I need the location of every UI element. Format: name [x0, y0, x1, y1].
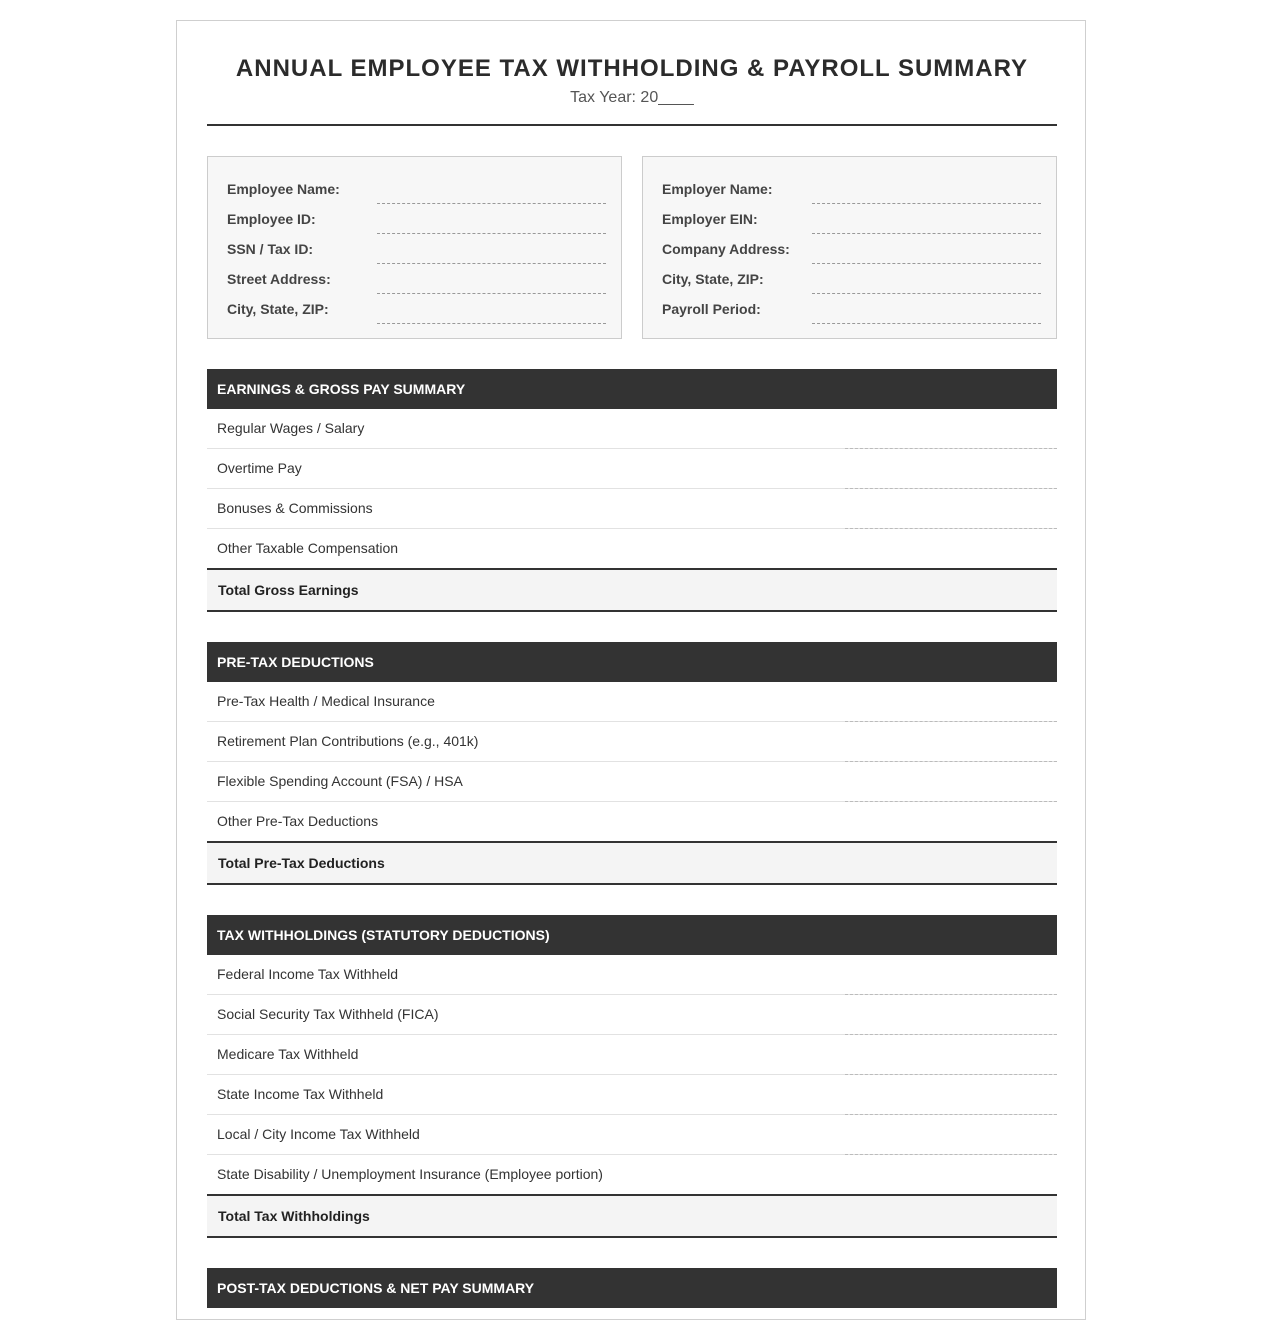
- table-row: [207, 762, 1057, 802]
- employee-city-row: [227, 294, 606, 324]
- employer-info-box: [642, 156, 1057, 339]
- total-row: Total Gross Earnings: [207, 568, 1057, 612]
- table-row: [207, 1035, 1057, 1075]
- payroll-period-row: [662, 294, 1041, 324]
- row-label: State Disability / Unemployment Insurance (Employee portion): [217, 1166, 603, 1182]
- section-heading: PRE-TAX DEDUCTIONS: [207, 642, 1057, 682]
- employee-info-box: [207, 156, 622, 339]
- section-heading: TAX WITHHOLDINGS (STATUTORY DEDUCTIONS): [207, 915, 1057, 955]
- payroll-period-field[interactable]: [812, 301, 1041, 324]
- street-address-row: [227, 264, 606, 294]
- row-label: Pre-Tax Health / Medical Insurance: [217, 693, 435, 709]
- employee-id-field[interactable]: [377, 211, 606, 234]
- table-row: [207, 995, 1057, 1035]
- field-label: City, State, ZIP:: [227, 301, 329, 317]
- section-heading: EARNINGS & GROSS PAY SUMMARY: [207, 369, 1057, 409]
- row-label: Overtime Pay: [217, 460, 302, 476]
- table-row: [207, 489, 1057, 529]
- earnings-section: [207, 369, 1057, 612]
- pre-tax-section: [207, 642, 1057, 885]
- row-label: Regular Wages / Salary: [217, 420, 365, 436]
- tax-withholdings-section: [207, 915, 1057, 1238]
- row-label: Social Security Tax Withheld (FICA): [217, 1006, 439, 1022]
- employer-ein-field[interactable]: [812, 211, 1041, 234]
- employee-name-field[interactable]: [377, 181, 606, 204]
- table-row: [207, 802, 1057, 841]
- employer-city-field[interactable]: [812, 271, 1041, 294]
- employee-city-field[interactable]: [377, 301, 606, 324]
- employer-ein-row: [662, 204, 1041, 234]
- header-divider: [207, 124, 1057, 126]
- table-row: [207, 682, 1057, 722]
- employee-name-row: [227, 174, 606, 204]
- row-label: Federal Income Tax Withheld: [217, 966, 399, 982]
- field-label: City, State, ZIP:: [662, 271, 764, 287]
- total-row: Total Tax Withholdings: [207, 1194, 1057, 1238]
- street-address-field[interactable]: [377, 271, 606, 294]
- field-label: Payroll Period:: [662, 301, 761, 317]
- company-address-field[interactable]: [812, 241, 1041, 264]
- employee-id-row: [227, 204, 606, 234]
- table-row: [207, 529, 1057, 568]
- employer-name-field[interactable]: [812, 181, 1041, 204]
- table-row: [207, 722, 1057, 762]
- ssn-row: [227, 234, 606, 264]
- row-label: Local / City Income Tax Withheld: [217, 1126, 420, 1142]
- employer-city-row: [662, 264, 1041, 294]
- total-row: Total Pre-Tax Deductions: [207, 841, 1057, 885]
- field-label: Street Address:: [227, 271, 331, 287]
- row-label: Bonuses & Commissions: [217, 500, 373, 516]
- field-label: SSN / Tax ID:: [227, 241, 314, 257]
- field-label: Company Address:: [662, 241, 790, 257]
- field-label: Employer EIN:: [662, 211, 758, 227]
- info-grid: [207, 156, 1057, 339]
- post-tax-section: [207, 1268, 1057, 1308]
- field-label: Employee ID:: [227, 211, 316, 227]
- tax-year: Tax Year: 20____: [570, 89, 694, 106]
- table-row: [207, 449, 1057, 489]
- row-label: Medicare Tax Withheld: [217, 1046, 359, 1062]
- employer-name-row: [662, 174, 1041, 204]
- row-label: Other Taxable Compensation: [217, 540, 399, 556]
- page-title: ANNUAL EMPLOYEE TAX WITHHOLDING & PAYROLL SUMMARY: [235, 55, 1029, 82]
- field-label: Employer Name:: [662, 181, 773, 197]
- row-label: Retirement Plan Contributions (e.g., 401k): [217, 733, 479, 749]
- row-label: State Income Tax Withheld: [217, 1086, 384, 1102]
- row-label: Other Pre-Tax Deductions: [217, 813, 379, 829]
- table-row: [207, 409, 1057, 449]
- field-label: Employee Name:: [227, 181, 340, 197]
- ssn-field[interactable]: [377, 241, 606, 264]
- table-row: [207, 1075, 1057, 1115]
- table-row: [207, 1155, 1057, 1194]
- table-row: [207, 1115, 1057, 1155]
- company-address-row: [662, 234, 1041, 264]
- row-label: Flexible Spending Account (FSA) / HSA: [217, 773, 463, 789]
- section-heading: POST-TAX DEDUCTIONS & NET PAY SUMMARY: [207, 1268, 1057, 1308]
- document-page: [176, 20, 1086, 1320]
- table-row: [207, 955, 1057, 995]
